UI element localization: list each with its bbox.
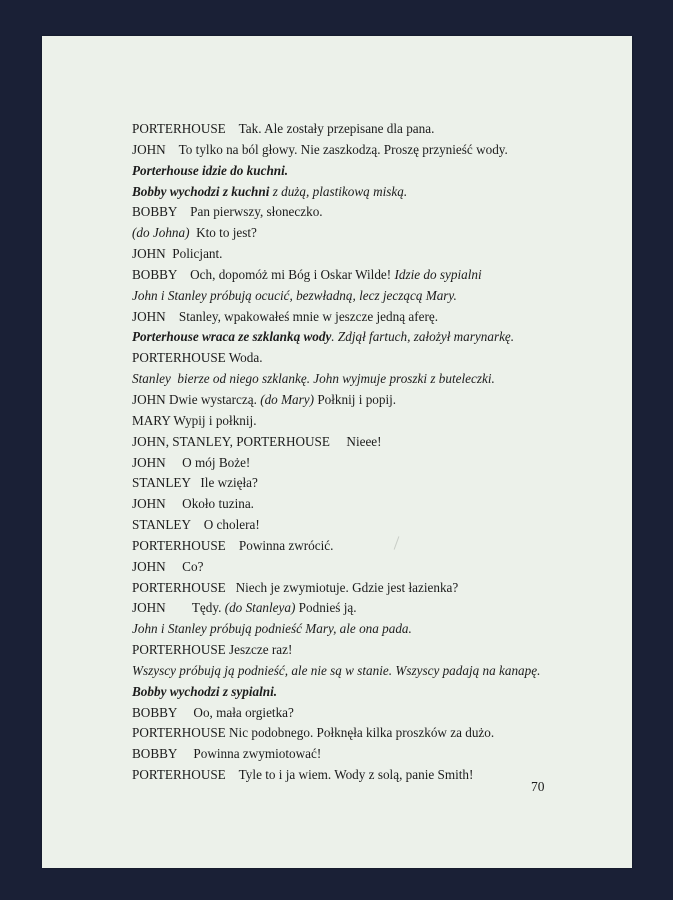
script-line bbox=[132, 723, 612, 744]
stage-direction: John i Stanley próbują podnieść Mary, ale ona pada. bbox=[132, 621, 412, 637]
script-line bbox=[132, 182, 612, 203]
script-line bbox=[132, 515, 612, 536]
stage-direction: Porterhouse idzie do kuchni. bbox=[132, 162, 289, 178]
dialogue-text: MARY Wypij i połknij. bbox=[132, 412, 257, 428]
script-line bbox=[132, 703, 612, 724]
stage-direction: . Zdjął fartuch, założył marynarkę. bbox=[331, 329, 515, 345]
dialogue-text: Kto to jest? bbox=[189, 225, 257, 241]
stage-direction: Wszyscy próbują ją podnieść, ale nie są w stanie. Wszyscy padają na kanapę. bbox=[132, 662, 541, 678]
script-line bbox=[132, 223, 612, 244]
script-line bbox=[132, 640, 612, 661]
dialogue-text: JOHN O mój Boże! bbox=[132, 454, 251, 470]
script-line bbox=[132, 744, 612, 765]
script-text bbox=[132, 119, 612, 786]
script-line bbox=[132, 536, 612, 557]
script-line bbox=[132, 619, 612, 640]
dialogue-text: JOHN Około tuzina. bbox=[132, 496, 254, 512]
script-line bbox=[132, 161, 612, 182]
script-line bbox=[132, 473, 612, 494]
script-line bbox=[132, 578, 612, 599]
stage-direction: Bobby wychodzi z kuchni bbox=[132, 183, 270, 199]
stage-direction: Porterhouse wraca ze szklanką wody bbox=[132, 329, 332, 345]
dialogue-text: JOHN Tędy. bbox=[132, 600, 225, 616]
stage-direction: Stanley bierze od niego szklankę. John wyjmuje proszki z buteleczki. bbox=[132, 371, 495, 387]
dialogue-text: JOHN Dwie wystarczą. bbox=[132, 391, 261, 407]
dialogue-text: PORTERHOUSE Tak. Ale zostały przepisane dla pana. bbox=[132, 121, 435, 136]
dialogue-text: BOBBY Powinna zwymiotować! bbox=[132, 746, 322, 762]
script-line bbox=[132, 411, 612, 432]
script-line bbox=[132, 286, 612, 307]
stage-direction: Idzie do sypialni bbox=[394, 266, 482, 282]
script-line bbox=[132, 244, 612, 265]
stage-direction: John i Stanley próbują ocucić, bezwładną, lecz jeczącą Mary. bbox=[132, 287, 457, 303]
script-line bbox=[132, 348, 612, 369]
script-line bbox=[132, 327, 612, 348]
dialogue-text: BOBBY Oo, mała orgietka? bbox=[132, 704, 294, 720]
stage-direction: Bobby wychodzi z sypialni. bbox=[132, 683, 278, 699]
script-line bbox=[132, 369, 612, 390]
dialogue-text: Połknij i popij. bbox=[314, 391, 397, 407]
dialogue-text: PORTERHOUSE Nic podobnego. Połknęła kilka proszków za dużo. bbox=[132, 725, 495, 741]
script-line bbox=[132, 140, 612, 161]
script-line bbox=[132, 265, 612, 286]
dialogue-text: BOBBY Och, dopomóż mi Bóg i Oskar Wilde! bbox=[132, 266, 395, 282]
script-page bbox=[42, 36, 632, 868]
dialogue-text: BOBBY Pan pierwszy, słoneczko. bbox=[132, 204, 323, 220]
dialogue-text: JOHN, STANLEY, PORTERHOUSE Nieee! bbox=[132, 433, 382, 449]
script-line bbox=[132, 307, 612, 328]
script-line bbox=[132, 494, 612, 515]
dialogue-text: STANLEY O cholera! bbox=[132, 517, 260, 533]
stage-direction: (do Johna) bbox=[132, 225, 190, 241]
stage-direction: (do Stanleya) bbox=[224, 600, 296, 616]
script-line bbox=[132, 557, 612, 578]
dialogue-text: PORTERHOUSE Jeszcze raz! bbox=[132, 642, 293, 658]
script-line bbox=[132, 661, 612, 682]
stage-direction: (do Mary) bbox=[260, 391, 315, 407]
dialogue-text: Podnieś ją. bbox=[295, 600, 357, 616]
script-line bbox=[132, 453, 612, 474]
script-line bbox=[132, 119, 612, 140]
stage-direction: z dużą, plastikową miską. bbox=[269, 183, 408, 199]
dialogue-text: PORTERHOUSE Woda. bbox=[132, 350, 263, 366]
dialogue-text: PORTERHOUSE Powinna zwrócić. bbox=[132, 537, 334, 553]
dialogue-text: JOHN Stanley, wpakowałeś mnie w jeszcze jedną aferę. bbox=[132, 308, 439, 324]
dialogue-text: PORTERHOUSE Tyle to i ja wiem. Wody z solą, panie Smith! bbox=[132, 767, 474, 783]
dialogue-text: JOHN Co? bbox=[132, 558, 204, 574]
script-line bbox=[132, 682, 612, 703]
dialogue-text: JOHN To tylko na ból głowy. Nie zaszkodzą. Proszę przynieść wody. bbox=[132, 141, 508, 157]
script-line bbox=[132, 390, 612, 411]
dialogue-text: JOHN Policjant. bbox=[132, 246, 223, 262]
dialogue-text: PORTERHOUSE Niech je zwymiotuje. Gdzie jest łazienka? bbox=[132, 579, 459, 595]
dialogue-text: STANLEY Ile wzięła? bbox=[132, 475, 258, 491]
script-line bbox=[132, 432, 612, 453]
script-line bbox=[132, 202, 612, 223]
script-line bbox=[132, 598, 612, 619]
page-number: 70 bbox=[531, 779, 545, 794]
